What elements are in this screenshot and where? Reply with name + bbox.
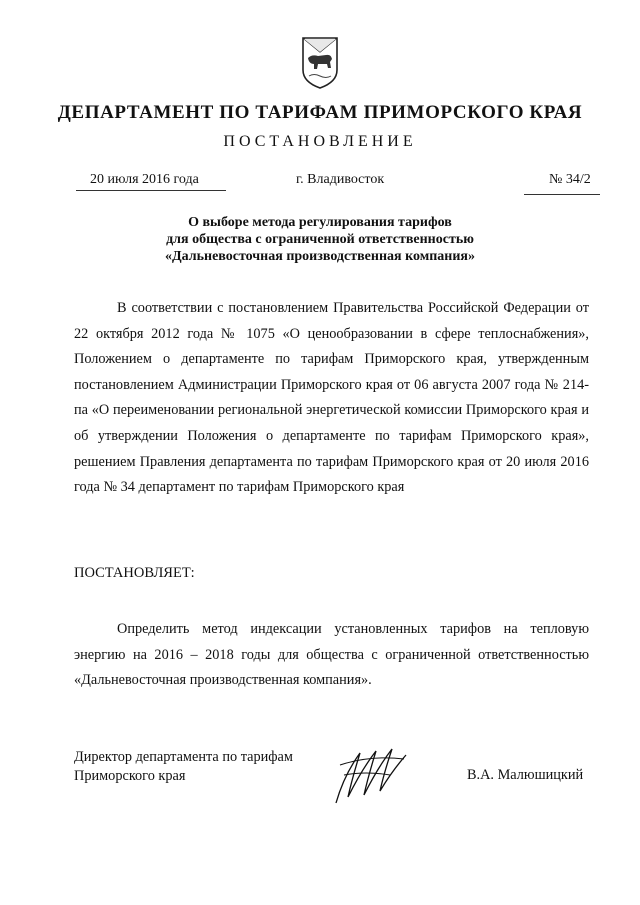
document-type: ПОСТАНОВЛЕНИЕ [223, 133, 417, 150]
resolves-heading: ПОСТАНОВЛЯЕТ: [74, 565, 195, 581]
department-title: ДЕПАРТАМЕНТ ПО ТАРИФАМ ПРИМОРСКОГО КРАЯ [57, 102, 583, 123]
signatory-name: В.А. Малюшицкий [467, 767, 584, 783]
preamble-paragraph: В соответствии с постановлением Правительства Российской Федерации от 22 октября 2012 года № 1075 «О ценообразовании в сфере теплоснабжения», Положением о департаменте по тарифам Приморского края, утвержденным постановлением Администрации Приморского края от 06 августа 2007 года № 214-па «О переименовании региональной энергетической комиссии Приморского края и об утверждении Положения о департаменте по тарифам Приморского края», решением Правления департамента по тарифам Приморского края от 20 июля 2016 года № 34 департамент по тарифам Приморского края [74, 300, 589, 496]
document-city: г. Владивосток [296, 172, 385, 187]
position-line: Приморского края [74, 768, 186, 784]
position-line: Директор департамента по тарифам [74, 749, 293, 765]
document-date: 20 июля 2016 года [90, 172, 199, 187]
decision-paragraph: Определить метод индексации установленных тарифов на тепловую энергию на 2016 – 2018 годы для общества с ограниченной ответственностью «Дальневосточная производственная компания». [74, 621, 589, 689]
number-underline [524, 194, 600, 195]
document-subject [0, 214, 640, 265]
signatory-position [74, 748, 293, 786]
subject-line: О выборе метода регулирования тарифов [188, 215, 452, 230]
handwritten-signature [330, 745, 410, 807]
subject-line: «Дальневосточная производственная компания» [164, 249, 476, 264]
subject-line: для общества с ограниченной ответственностью [166, 232, 474, 247]
coat-of-arms-icon [300, 34, 340, 90]
date-underline [76, 190, 226, 191]
document-number: № 34/2 [549, 172, 591, 187]
